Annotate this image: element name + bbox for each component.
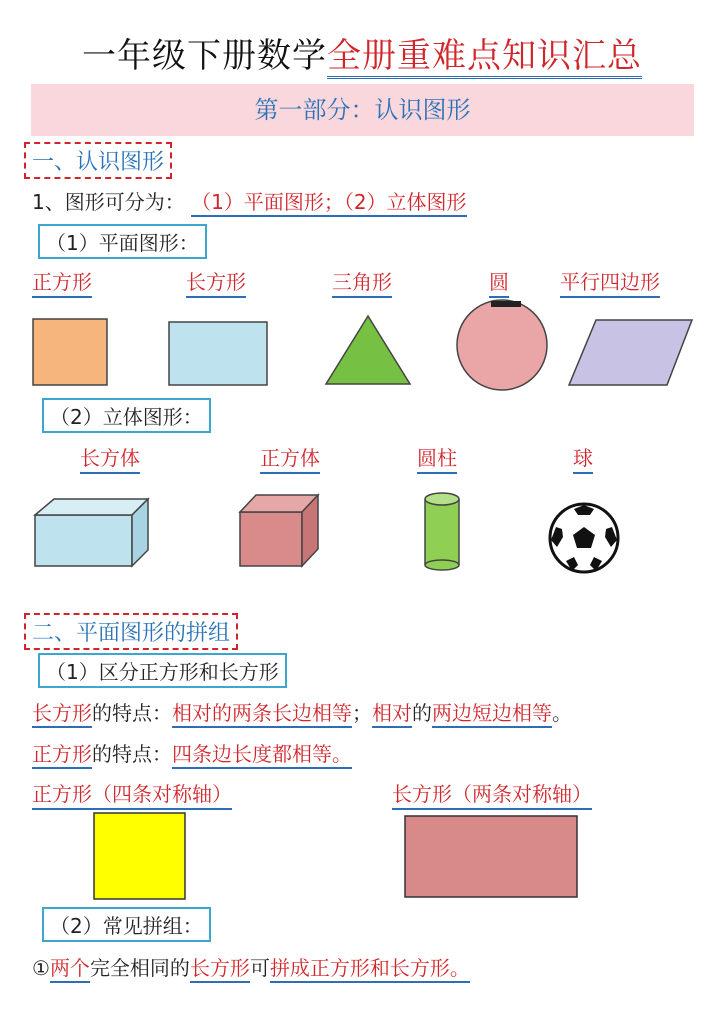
label-triangle: 三角形 — [332, 266, 392, 298]
rect-feature-end: 。 — [552, 701, 572, 725]
rect-feature-mid1: 的特点： — [92, 701, 172, 725]
combo-p2: 完全相同的 — [89, 956, 190, 980]
combo-a1: 两个 — [50, 956, 90, 983]
subheading-solid: （2）立体图形： — [42, 398, 211, 433]
label-cylinder: 圆柱 — [417, 442, 457, 474]
page-title — [0, 28, 724, 77]
rect-feature-sep: ； — [352, 701, 372, 725]
label-rectangle: 长方形 — [186, 266, 246, 298]
combo-p1: ① — [32, 956, 50, 980]
label-cube: 正方体 — [260, 442, 320, 474]
triangle-shape — [326, 316, 410, 384]
label-circle: 圆 — [489, 266, 509, 298]
cube-shape — [240, 495, 318, 566]
plane-shapes-figure — [0, 295, 724, 395]
square-shape — [33, 319, 107, 385]
section-heading-1: 一、认识图形 — [24, 142, 172, 179]
rect-feature-a1: 相对的两条长边相等 — [172, 701, 352, 728]
square-feature-line — [32, 738, 352, 767]
label-square: 正方形 — [32, 266, 92, 298]
cylinder-shape — [425, 493, 459, 570]
circle-shape — [457, 300, 547, 390]
soccer-ball-shape — [550, 504, 618, 572]
combo-a2: 长方形 — [190, 956, 250, 983]
label-cuboid: 长方体 — [80, 442, 140, 474]
subheading-combination: （2）常见拼组： — [42, 907, 211, 942]
subheading-plane: （1）平面图形： — [38, 224, 207, 259]
large-rectangle-shape — [405, 816, 577, 897]
combo-p3: 可 — [249, 956, 270, 980]
rectangle-feature-line — [32, 697, 572, 726]
combo-a3: 拼成正方形和长方形。 — [270, 956, 470, 983]
combination-line — [32, 952, 470, 981]
rect-feature-mid2: 的 — [412, 701, 432, 725]
solid-shapes-figure — [0, 485, 724, 585]
title-highlight: 全册重难点知识汇总 — [327, 36, 642, 79]
label-sphere: 球 — [573, 442, 593, 474]
square-feature-name: 正方形 — [32, 742, 92, 769]
rectangle-shape — [169, 322, 267, 385]
square-feature-mid: 的特点： — [92, 742, 172, 766]
cuboid-shape — [35, 499, 148, 566]
label-square-axes: 正方形（四条对称轴） — [32, 778, 232, 810]
part-banner: 第一部分：认识图形 — [31, 84, 694, 136]
section-heading-2: 二、平面图形的拼组 — [24, 613, 238, 650]
rect-feature-a2: 相对 — [372, 701, 412, 728]
subheading-distinguish: （1）区分正方形和长方形 — [38, 653, 287, 688]
parallelogram-shape — [569, 320, 692, 385]
title-plain: 一年级下册数学 — [82, 36, 327, 76]
symmetry-figure — [0, 810, 724, 902]
classification-prefix: 1、图形可分为： — [32, 190, 185, 214]
rect-feature-a3: 两边短边相等 — [432, 701, 552, 728]
classification-answer: （1）平面图形；（2）立体图形 — [191, 190, 466, 217]
yellow-square-shape — [94, 813, 185, 899]
label-rect-axes: 长方形（两条对称轴） — [392, 778, 592, 810]
circle-mark — [491, 301, 521, 307]
rect-feature-name: 长方形 — [32, 701, 92, 728]
classification-line — [32, 186, 467, 215]
label-parallelogram: 平行四边形 — [560, 266, 660, 298]
square-feature-answer: 四条边长度都相等。 — [172, 742, 352, 769]
